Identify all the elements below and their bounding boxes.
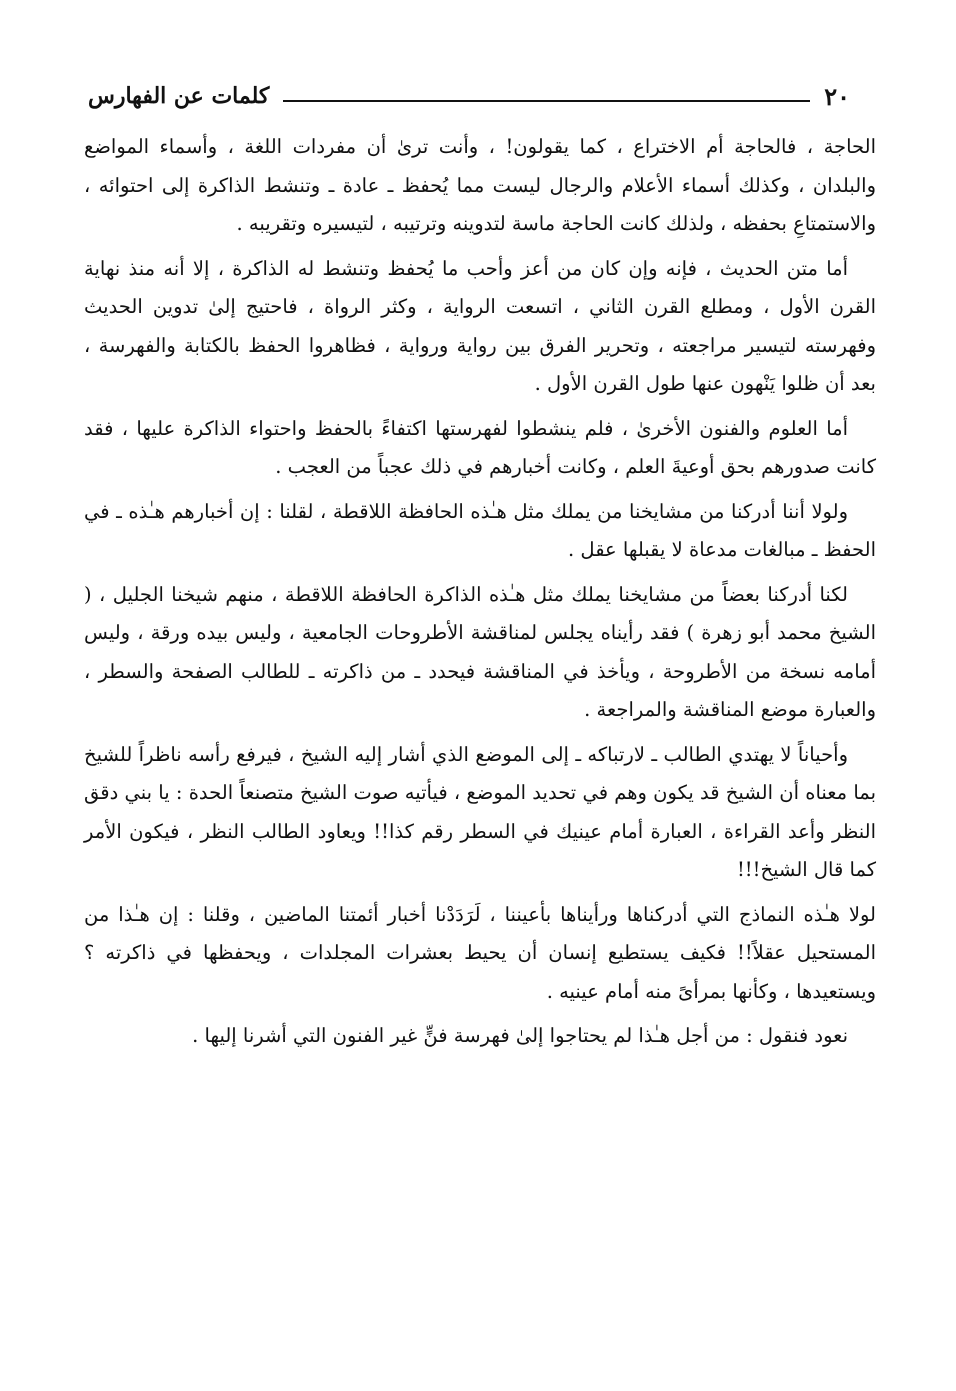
running-header <box>88 78 850 114</box>
page-number: ٢٠ <box>824 81 850 111</box>
body-text <box>84 128 876 1062</box>
paragraph: لكنا أدركنا بعضاً من مشايخنا يملك مثل هـٰذه الذاكرة الحافظة اللاقطة ، منهم شيخنا الجليل ، ( الشيخ محمد أبو زهرة ) فقد رأيناه يجلس لمناقشة الأطروحات الجامعية ، وليس بيده ورقة ، وليس أمامه نسخة من الأطروحة ، ويأخذ في المناقشة فيحدد ـ من ذاكرته ـ للطالب الصفحة والسطر ، والعبارة موضع المناقشة والمراجعة . <box>84 582 876 721</box>
running-title: كلمات عن الفهارس <box>88 83 270 109</box>
paragraph: نعود فنقول : من أجل هـٰذا لم يحتاجوا إلىٰ فهرسة فنٍّ غير الفنون التي أشرنا إليها . <box>192 1024 848 1047</box>
paragraph: ولولا أننا أدركنا من مشايخنا من يملك مثل هـٰذه الحافظة اللاقطة ، لقلنا : إن أخبارهم هـٰذه ـ في الحفظ ـ مبالغات مدعاة لا يقبلها عقل . <box>84 499 876 561</box>
paragraph: أما العلوم والفنون الأخرىٰ ، فلم ينشطوا لفهرستها اكتفاءً بالحفظ واحتواء الذاكرة عليها ، فقد كانت صدورهم بحق أوعيةَ العلم ، وكانت أخبارهم في ذلك عجباً من العجب . <box>84 416 876 478</box>
paragraph: الحاجة ، فالحاجة أم الاختراع ، كما يقولون! ، وأنت ترىٰ أن مفردات اللغة ، وأسماء المواضع والبلدان ، وكذلك أسماء الأعلام والرجال ليست مما يُحفظ ـ عادة ـ وتنشط الذاكرة إلى احتوائه ، والاستمتاعِ بحفظه ، ولذلك كانت الحاجة ماسة لتدوينه وترتيبه ، لتيسيره وتقريبه . <box>84 135 876 235</box>
paragraph: وأحياناً لا يهتدي الطالب ـ لارتباكه ـ إلى الموضع الذي أشار إليه الشيخ ، فيرفع رأسه ناظراً للشيخ بما معناه أن الشيخ قد يكون وهم في تحديد الموضع ، فيأتيه صوت الشيخ متصنعاً الحدة : يا بني دقق النظر وأعد القراءة ، العبارة أمام عينيك في السطر رقم كذا!! ويعاود الطالب النظر ، فيكون الأمر كما قال الشيخ!!! <box>84 742 876 881</box>
header-rule <box>283 100 810 102</box>
paragraph: لولا هـٰذه النماذج التي أدركناها ورأيناها بأعيننا ، لَرَدَدْنا أخبار أئمتنا الماضين ، وقلنا : إن هـٰذا من المستحيل عقلاً!! فكيف يستطيع إنسان أن يحيط بعشرات المجلدات ، ويحفظها في ذاكرته ؟ ويستعيدها ، وكأنها بمرأىً منه أمام عينيه . <box>84 902 876 1003</box>
paragraph: أما متن الحديث ، فإنه وإن كان من أعز وأحب ما يُحفظ وتنشط له الذاكرة ، إلا أنه منذ نهاية القرن الأول ، ومطلع القرن الثاني ، اتسعت الرواية ، وكثر الرواة ، فاحتيج إلىٰ تدوين الحديث وفهرسته لتيسير مراجعته ، وتحرير الفرق بين رواية ورواية ، فظاهروا الحفظ بالكتابة والفهرسة ، بعد أن ظلوا يَنْهون عنها طول القرن الأول . <box>84 256 876 395</box>
